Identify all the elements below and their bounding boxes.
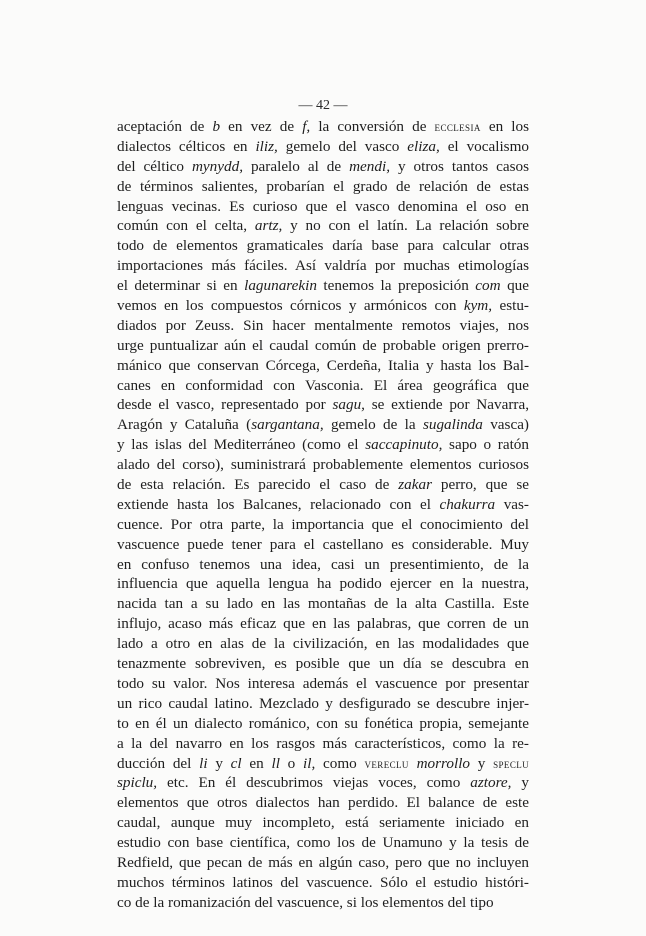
text-line [117, 236, 529, 256]
text-line [117, 137, 529, 157]
italic-term: eliza, [407, 137, 440, 155]
text-run: un rico caudal latino. Mezclado y desfigurado se descubre injer- [117, 694, 529, 712]
page-number: — 42 — [298, 98, 348, 113]
italic-term: b [212, 118, 221, 135]
text-line [117, 296, 529, 316]
text-run: y [511, 774, 529, 792]
text-run: influencia que aquella lengua ha podido ejercer en la nuestra, [117, 575, 529, 593]
italic-term: kym, [463, 297, 493, 315]
text-line [117, 415, 529, 435]
text-run: y [207, 754, 231, 772]
text-run: como [315, 754, 365, 772]
italic-term: iliz, [255, 137, 278, 155]
text-line [117, 435, 529, 455]
italic-term: sargantana, [251, 416, 324, 434]
text-run: y las islas del Mediterráneo (como el [117, 436, 366, 454]
text-run: vas- [495, 495, 529, 513]
italic-term: spiclu, [117, 774, 158, 792]
text-run: alado del corso), suministrará probablemente elementos curiosos [117, 456, 529, 474]
text-run: co de la romanización del vascuence, si los elementos del tipo [117, 893, 494, 911]
text-run: importaciones más fáciles. Así valdría por muchas etimologías [117, 257, 529, 275]
text-line [117, 316, 529, 336]
text-line [117, 694, 529, 714]
text-run: a la del navarro en los rasgos más característicos, como la re- [117, 734, 529, 752]
text-run: diados por Zeuss. Sin hacer mentalmente remotos viajes, nos [117, 316, 529, 334]
text-run: lado a otro en alas de la civilización, en las modalidades que [117, 635, 529, 653]
text-run: tenemos la preposición [316, 277, 476, 295]
text-line [117, 833, 529, 853]
text-run: canes en conformidad con Vasconia. El área geográfica que [117, 376, 529, 394]
text-run: gemelo del vasco [277, 137, 408, 155]
text-run: Redfield, que pecan de más en algún caso, pero que no incluyen [117, 853, 529, 871]
text-line [117, 157, 529, 177]
text-run: del céltico [117, 157, 192, 175]
text-line [117, 734, 529, 754]
text-line [117, 197, 529, 217]
text-line [117, 177, 529, 197]
italic-term: saccapinuto, [365, 436, 443, 454]
italic-term: zakar [398, 476, 433, 494]
text-run: etc. En él descubrimos viejas voces, como [157, 774, 471, 792]
text-line [117, 654, 529, 674]
text-run: en [241, 754, 272, 772]
text-line [117, 117, 529, 137]
text-line [117, 256, 529, 276]
text-line [117, 714, 529, 734]
text-line [117, 773, 529, 793]
text-run: vascuence puede tener para el castellano es considerable. Muy [117, 535, 529, 553]
text-run: dialectos célticos en [117, 137, 256, 155]
italic-term: com [475, 277, 501, 295]
text-run: aceptación de [117, 118, 213, 135]
text-line [117, 813, 529, 833]
text-run: caudal, aunque muy incompleto, está seriamente iniciado en [117, 814, 529, 832]
text-run: tenazmente sobreviven, es posible que un día se descubra en [117, 655, 529, 673]
text-line [117, 594, 529, 614]
text-run: en confuso tenemos una idea, casi un presentimiento, de la [117, 555, 529, 573]
text-line [117, 515, 529, 535]
text-run: vasca) [482, 416, 529, 434]
text-run: sapo o ratón [442, 436, 529, 454]
body-text [117, 117, 529, 913]
text-run: común con el celta, [117, 217, 255, 235]
text-run: y otros tantos casos [390, 157, 530, 175]
text-run: paralelo al de [243, 157, 350, 175]
text-run: mánico que conservan Córcega, Cerdeña, Italia y hasta los Bal- [117, 356, 529, 374]
small-caps-term: speclu [493, 755, 530, 771]
italic-term: cl [230, 754, 242, 772]
text-line [117, 376, 529, 396]
text-run: en los [480, 118, 530, 135]
text-run: lenguas vecinas. Es curioso que el vasco denomina el oso en [117, 197, 529, 215]
text-run: todo su valor. Nos interesa además el vascuence por presentar [117, 674, 529, 692]
italic-term: mendi, [349, 157, 390, 175]
italic-term: morrollo [416, 754, 471, 772]
text-run: que [500, 277, 529, 295]
text-line [117, 614, 529, 634]
text-line [117, 674, 529, 694]
text-line [117, 356, 529, 376]
text-run: muchos términos latinos del vascuence. Sólo el estudio históri- [117, 873, 529, 891]
small-caps-term: vereclu [364, 755, 409, 771]
text-run: desde el vasco, representado por [117, 396, 333, 414]
text-line [117, 574, 529, 594]
text-run: nacida tan a su lado en las montañas de la alta Castilla. Este [117, 595, 529, 613]
italic-term: artz, [254, 217, 283, 235]
text-line [117, 276, 529, 296]
text-run: y [470, 754, 494, 772]
text-line [117, 893, 529, 913]
text-run: to en él un dialecto románico, con su fonética propia, semejante [117, 714, 529, 732]
italic-term: il, [303, 754, 316, 772]
italic-term: aztore, [470, 774, 512, 792]
italic-term: mynydd, [191, 157, 243, 175]
text-line [117, 336, 529, 356]
text-run: extiende hasta los Balcanes, relacionado con el [117, 495, 440, 513]
text-run: el determinar si en [117, 277, 245, 295]
text-run: vemos en los compuestos córnicos y armónicos con [117, 297, 464, 315]
italic-term: f, [302, 118, 311, 135]
text-line [117, 535, 529, 555]
text-run: gemelo de la [323, 416, 423, 434]
italic-term: sagu, [332, 396, 365, 414]
text-run: estudio con base científica, como los de Unamuno y la tesis de [117, 834, 529, 852]
text-run: estu- [492, 297, 529, 315]
italic-term: li [199, 754, 208, 772]
text-run: influjo, acaso más eficaz que en las palabras, que corren de un [117, 615, 529, 633]
text-line [117, 395, 529, 415]
text-run: urge puntualizar aún el caudal común de probable origen prerro- [117, 336, 529, 354]
text-line [117, 793, 529, 813]
small-caps-term: ecclesia [434, 119, 481, 134]
text-run: de esta relación. Es parecido el caso de [117, 476, 399, 494]
text-run: Aragón y Cataluña ( [117, 416, 252, 434]
italic-term: lagunarekin [244, 277, 317, 295]
text-line [117, 853, 529, 873]
text-run: se extiende por Navarra, [364, 396, 529, 414]
text-run: el vocalismo [439, 137, 529, 155]
italic-term: sugalinda [422, 416, 483, 434]
text-run: de términos salientes, probarían el grado de relación de estas [117, 177, 529, 195]
text-run [409, 755, 417, 772]
text-line [117, 455, 529, 475]
italic-term: ll [271, 754, 280, 772]
text-line [117, 216, 529, 236]
text-line [117, 634, 529, 654]
text-line [117, 495, 529, 515]
text-line [117, 873, 529, 893]
italic-term: chakurra [439, 495, 496, 513]
text-line [117, 555, 529, 575]
text-run: o [279, 754, 304, 772]
text-run: en vez de [220, 118, 303, 135]
text-run: perro, que se [432, 476, 530, 494]
text-run: ducción del [117, 754, 200, 772]
text-run: cuence. Por otra parte, la importancia que el conocimiento del [117, 515, 529, 533]
text-run: todo de elementos gramaticales daría base para calcular otras [117, 237, 529, 255]
text-run: elementos que otros dialectos han perdido. El balance de este [117, 794, 529, 812]
text-line [117, 475, 529, 495]
text-line [117, 754, 529, 774]
text-run: y no con el latín. La relación sobre [282, 217, 529, 235]
text-run: la conversión de [310, 118, 435, 135]
